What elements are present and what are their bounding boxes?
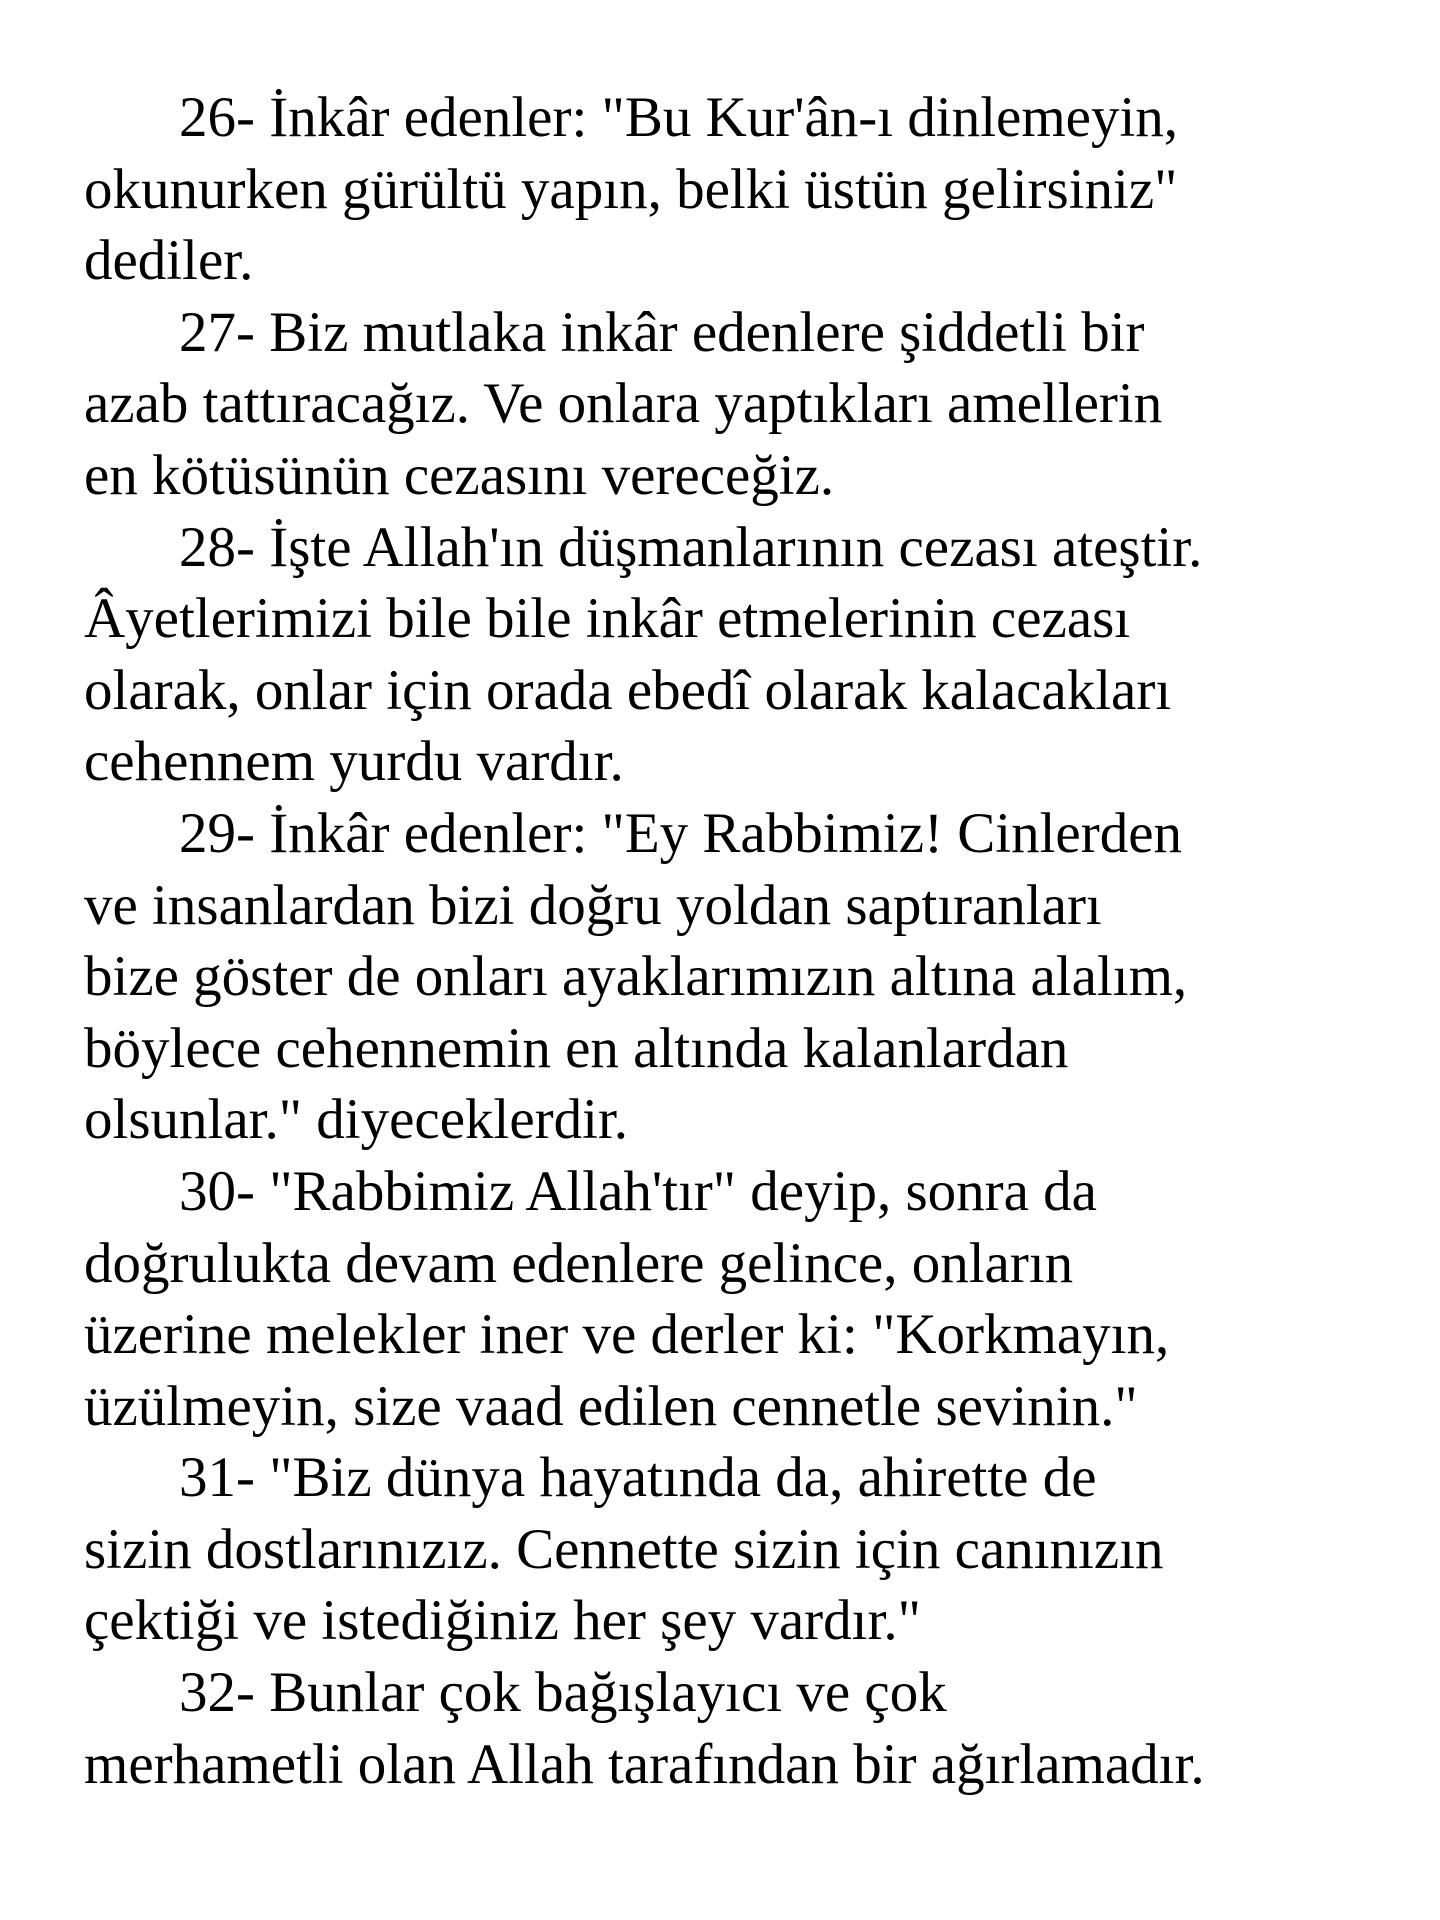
verse-30: [84, 1156, 1400, 1442]
verse-line: 27- Biz mutlaka inkâr edenlere şiddetli bir: [179, 300, 1145, 364]
verse-line: merhametli olan Allah tarafından bir ağırlamadır.: [84, 1732, 1205, 1796]
verse-line: doğrulukta devam edenlere gelince, onların: [84, 1231, 1074, 1295]
verse-line: çektiği ve istediğiniz her şey vardır.": [84, 1589, 921, 1653]
verse-line: böylece cehennemin en altında kalanlardan: [84, 1016, 1069, 1080]
verse-line: 30- "Rabbimiz Allah'tır" deyip, sonra da: [179, 1159, 1097, 1223]
verse-line: üzülmeyin, size vaad edilen cennetle sevinin.": [84, 1374, 1138, 1438]
verse-line: dediler.: [84, 229, 254, 293]
verse-line: 31- "Biz dünya hayatında da, ahirette de: [179, 1446, 1097, 1510]
verse-line: bize göster de onları ayaklarımızın altına alalım,: [84, 945, 1188, 1009]
verse-line: olarak, onlar için orada ebedî olarak kalacakları: [84, 658, 1172, 722]
verse-line: olsunlar." diyeceklerdir.: [84, 1088, 629, 1152]
verse-line: okunurken gürültü yapın, belki üstün gelirsiniz": [84, 157, 1178, 221]
verse-line: 29- İnkâr edenler: "Ey Rabbimiz! Cinlerden: [179, 801, 1183, 865]
verse-28: [84, 512, 1400, 798]
verse-line: sizin dostlarınızız. Cennette sizin için canınızın: [84, 1517, 1164, 1581]
verse-29: [84, 798, 1400, 1156]
verse-line: 26- İnkâr edenler: "Bu Kur'ân-ı dinlemeyin,: [179, 86, 1179, 149]
verse-26: [84, 82, 1400, 297]
verse-line: ve insanlardan bizi doğru yoldan saptıranları: [84, 873, 1102, 937]
verse-line: üzerine melekler iner ve derler ki: "Korkmayın,: [84, 1303, 1170, 1367]
verse-32: [84, 1657, 1400, 1800]
verse-line: cehennem yurdu vardır.: [84, 730, 624, 794]
verse-line: 32- Bunlar çok bağışlayıcı ve çok: [179, 1661, 947, 1725]
verse-line: 28- İşte Allah'ın düşmanlarının cezası ateştir.: [179, 515, 1203, 579]
verse-line: azab tattıracağız. Ve onlara yaptıkları amellerin: [84, 372, 1163, 436]
verse-line: Âyetlerimizi bile bile inkâr etmelerinin cezası: [84, 587, 1131, 651]
verse-31: [84, 1442, 1400, 1657]
verse-27: [84, 297, 1400, 512]
verse-line: en kötüsünün cezasını vereceğiz.: [84, 443, 835, 507]
